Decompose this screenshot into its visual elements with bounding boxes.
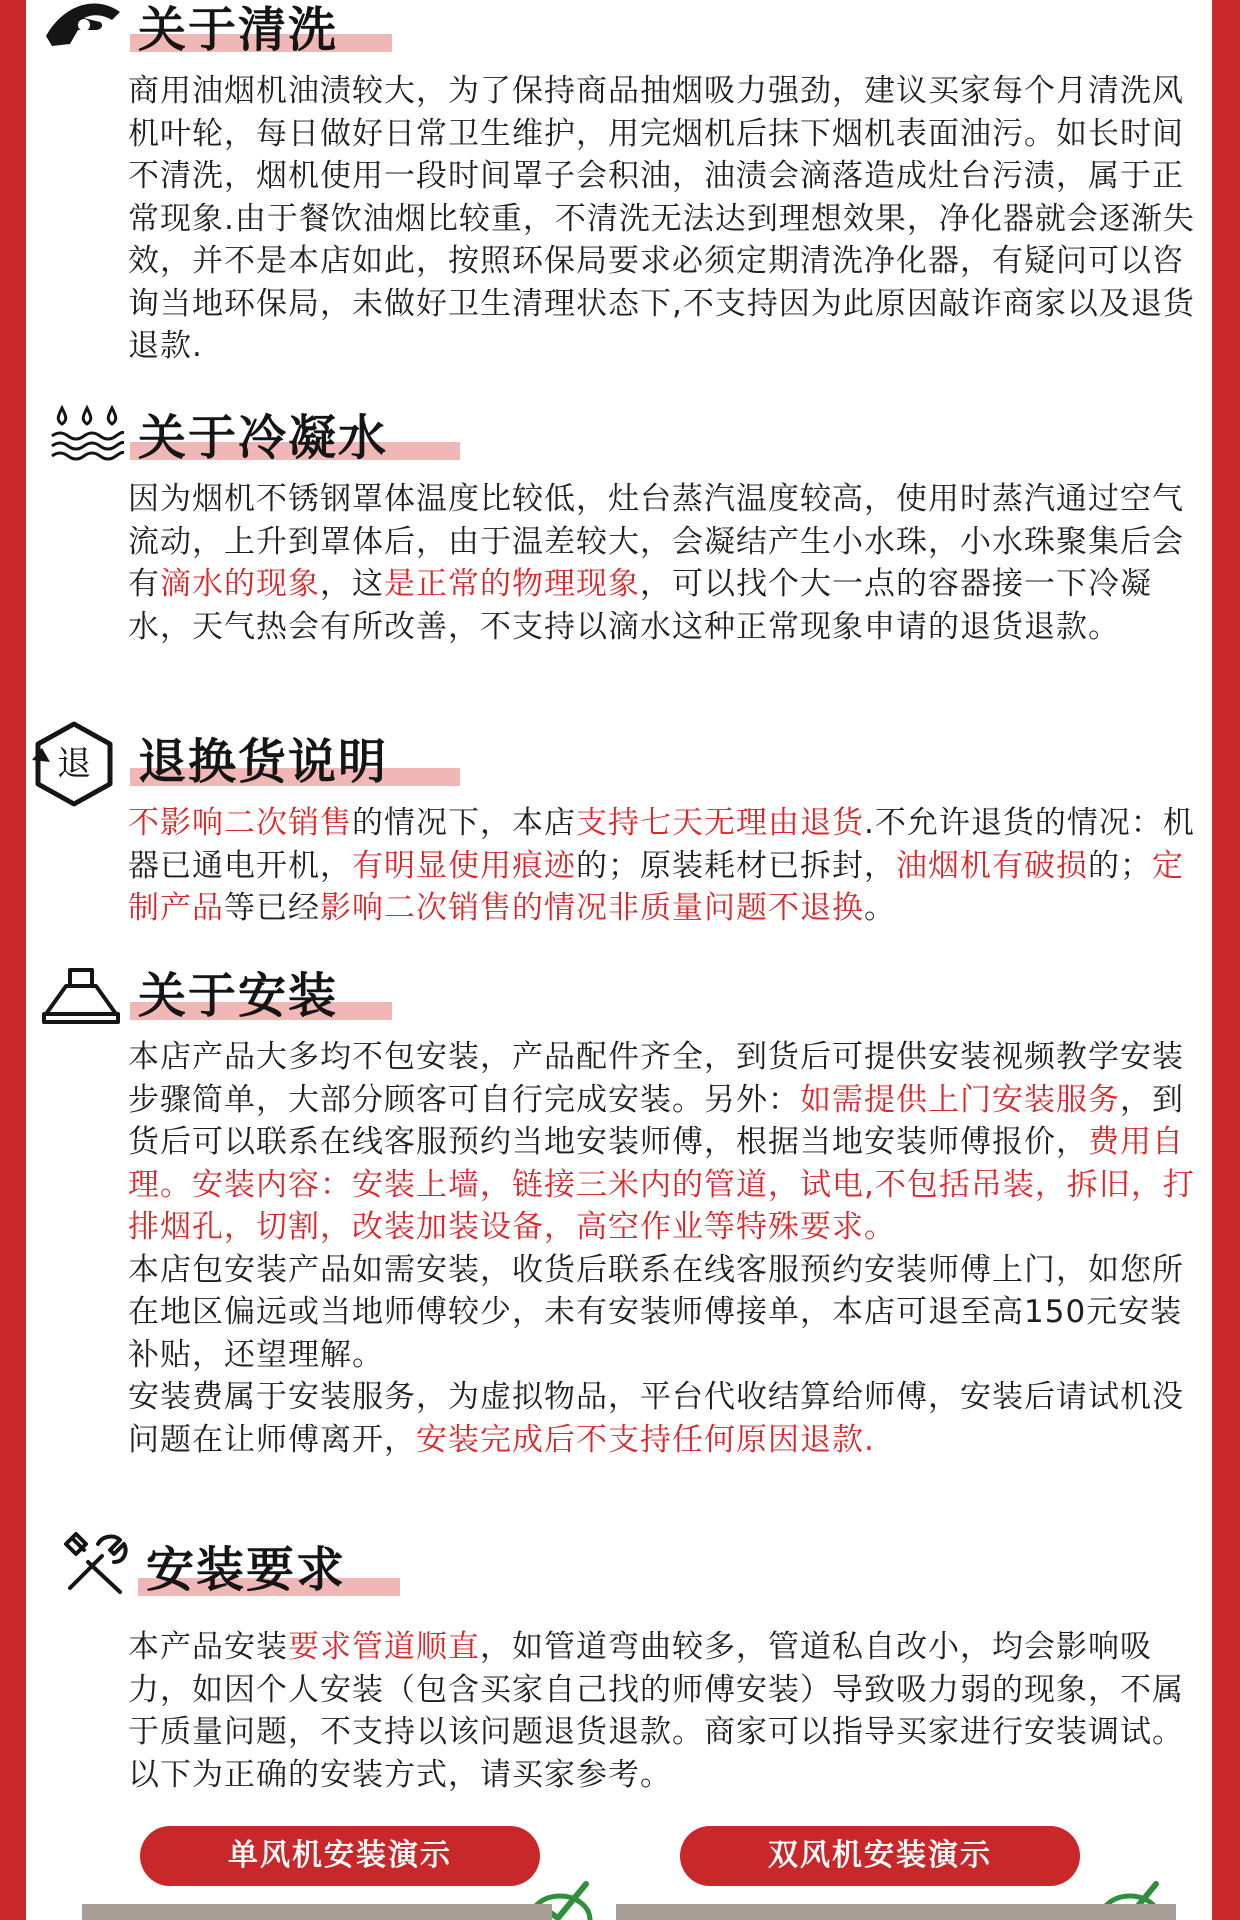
emphasis-text: 定制产品	[128, 847, 1184, 926]
body-text-run: 的；	[1088, 847, 1152, 884]
section-condensation	[26, 380, 1212, 700]
emphasis-text: 是正常的物理现象	[384, 566, 640, 602]
emphasis-text: 支持七天无理由退货	[576, 805, 864, 841]
water-drops-icon	[50, 404, 124, 462]
body-text-run: 安装费属于安装服务，为虚拟物品，平台代收结算给师傅，安装后请试机没问题在让师傅离开，	[128, 1379, 1184, 1458]
range-hood-icon	[40, 966, 122, 1026]
section-body	[128, 70, 1208, 368]
section-cleaning	[26, 0, 1212, 380]
cleaning-hand-icon	[42, 0, 126, 52]
section-installation	[26, 950, 1212, 1490]
paragraph	[128, 70, 1208, 368]
emphasis-text: 有明显使用痕迹	[352, 847, 576, 884]
body-text-run: .不允许退货的情况：机器已通电开机，	[128, 805, 1195, 884]
paragraph	[128, 1376, 1208, 1461]
emphasis-text: 如需提供上门安装服务	[800, 1081, 1120, 1118]
section-title: 关于安装	[138, 968, 339, 1024]
single-fan-demo-image	[82, 1904, 552, 1920]
paragraph	[128, 478, 1208, 648]
double-fan-demo-button[interactable]: 双风机安装演示	[680, 1826, 1080, 1886]
section-install-requirements	[26, 1510, 1212, 1820]
paragraph	[128, 1036, 1208, 1249]
emphasis-text: 要求管道顺直	[288, 1629, 480, 1665]
body-text-run: 的情况下，本店	[352, 805, 576, 841]
section-title: 关于冷凝水	[138, 410, 389, 466]
section-body	[128, 1036, 1208, 1461]
section-body	[128, 802, 1208, 930]
section-body	[128, 1626, 1208, 1796]
section-title: 退换货说明	[138, 734, 389, 790]
body-text-run: 本店包安装产品如需安装，收货后联系在线客服预约安装师傅上门，如您所在地区偏远或当地师傅较少，未有安装师傅接单，本店可退至高150元安装补贴，还望理解。	[128, 1251, 1184, 1373]
section-returns	[26, 700, 1212, 950]
body-text-run: 本产品安装	[128, 1629, 288, 1665]
emphasis-text: 影响二次销售的情况非质量问题不退换	[320, 890, 864, 926]
return-icon-label: 退	[57, 744, 91, 784]
body-text-run: 等已经	[224, 890, 320, 926]
body-text-run: ，可以找个大一点的容器接一下冷凝水，天气热会有所改善，不支持以滴水这种正常现象申请的退货退款。	[128, 566, 1152, 645]
body-text-run: 。	[864, 890, 896, 926]
emphasis-text: 滴水的现象	[160, 566, 320, 602]
body-text-run: 的；原装耗材已拆封，	[576, 847, 896, 884]
paragraph	[128, 1626, 1208, 1796]
tools-icon	[62, 1530, 128, 1596]
emphasis-text: 不影响二次销售	[128, 805, 352, 841]
body-text-run: 本店产品大多均不包安装，产品配件齐全，到货后可提供安装视频教学安装步骤简单，大部分顾客可自行完成安装。另外：	[128, 1039, 1184, 1118]
body-text-run: ，如管道弯曲较多，管道私自改小，均会影响吸力，如因个人安装（包含买家自己找的师傅安装）导致吸力弱的现象，不属于质量问题，不支持以该问题退货退款。商家可以指导买家进行安装调试。以下为正确的安装方式，请买家参考。	[128, 1629, 1184, 1793]
return-icon	[28, 718, 120, 810]
emphasis-text: 费用自理。安装内容：安装上墙，链接三米内的管道，试电,不包括吊装，拆旧，打排烟孔，切割，改装加装设备，高空作业等特殊要求。	[128, 1124, 1195, 1245]
section-body	[128, 478, 1208, 648]
content-panel	[26, 0, 1212, 1920]
section-title: 安装要求	[146, 1542, 347, 1598]
section-title: 关于清洗	[138, 2, 339, 58]
body-text-run: 因为烟机不锈钢罩体温度比较低，灶台蒸汽温度较高，使用时蒸汽通过空气流动，上升到罩体后，由于温差较大，会凝结产生小水珠，小水珠聚集后会有	[128, 481, 1184, 602]
single-fan-demo-button[interactable]: 单风机安装演示	[140, 1826, 540, 1886]
emphasis-text: 油烟机有破损	[896, 847, 1088, 884]
paragraph	[128, 1249, 1208, 1377]
double-fan-demo-image	[616, 1904, 1176, 1920]
body-text-run: ，到货后可以联系在线客服预约当地安装师傅，根据当地安装师傅报价，	[128, 1081, 1184, 1160]
emphasis-text: 安装完成后不支持任何原因退款.	[416, 1421, 875, 1458]
body-text-run: 商用油烟机油渍较大，为了保持商品抽烟吸力强劲，建议买家每个月清洗风机叶轮，每日做好日常卫生维护，用完烟机后抹下烟机表面油污。如长时间不清洗，烟机使用一段时间罩子会积油，油渍会滴落造成灶台污渍，属于正常现象.由于餐饮油烟比较重，不清洗无法达到理想效果，净化器就会逐渐失效，并不是本店如此，按照环保局要求必须定期清洗净化器，有疑问可以咨询当地环保局，未做好卫生清理状态下,不支持因为此原因敲诈商家以及退货退款.	[128, 73, 1195, 364]
body-text-run: ，这	[320, 566, 384, 602]
paragraph	[128, 802, 1208, 930]
